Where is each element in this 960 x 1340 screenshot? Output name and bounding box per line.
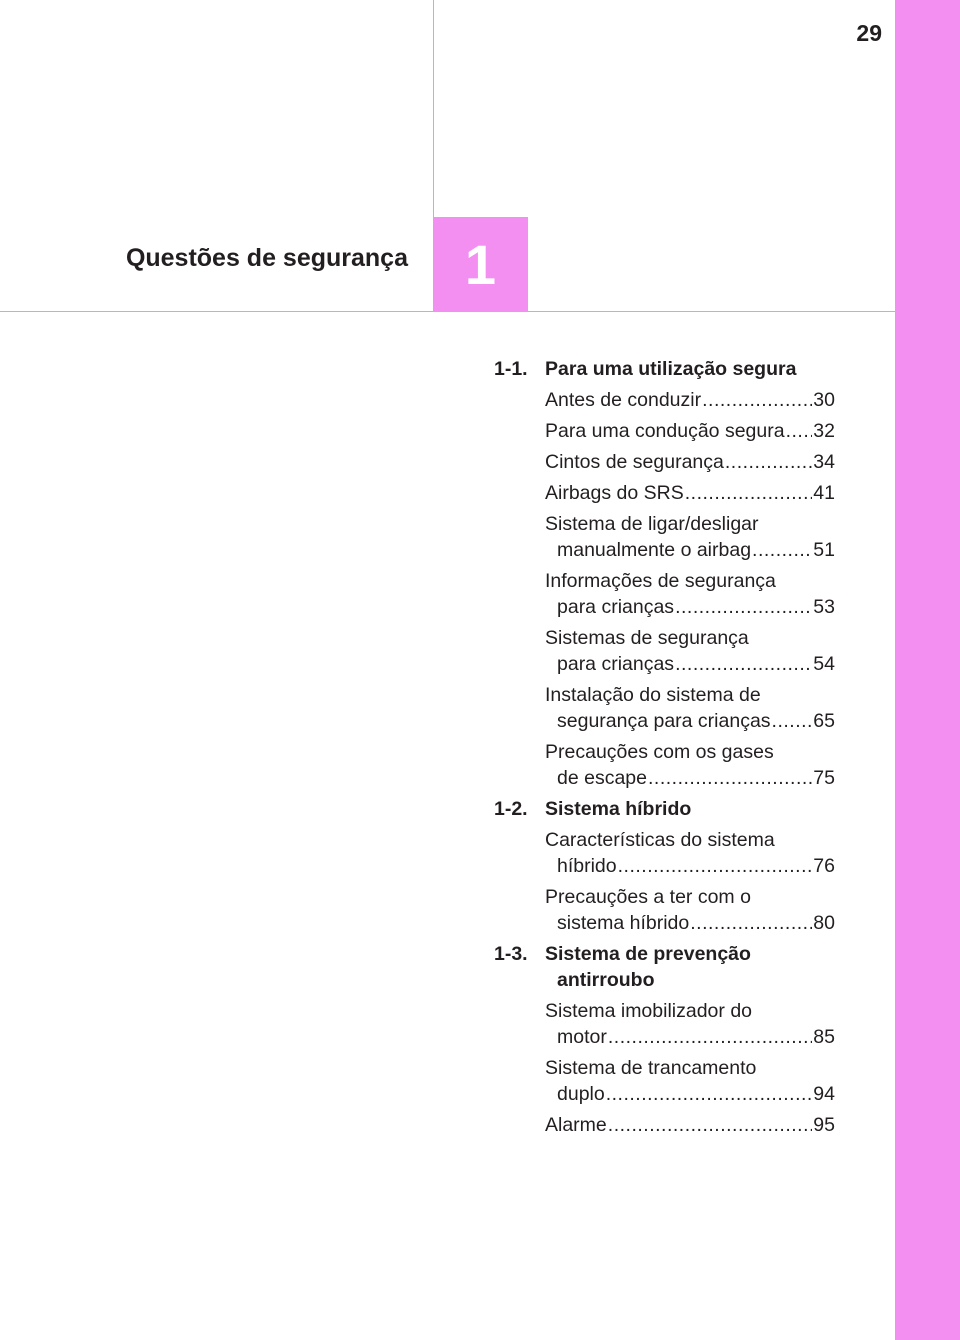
toc-section-heading[interactable] — [494, 796, 835, 822]
entry-title-line: Alarme — [545, 1114, 607, 1136]
entry-leader-row — [545, 708, 835, 734]
entry-title-line: segurança para crianças — [557, 710, 771, 732]
toc-entry[interactable] — [545, 1112, 835, 1138]
entry-title-line: manualmente o airbag — [557, 539, 752, 561]
entry-page-number: 94 — [813, 1083, 835, 1105]
toc-entry[interactable] — [545, 884, 835, 936]
entry-title-line: Sistemas de segurança — [545, 627, 749, 649]
section-title — [545, 941, 835, 993]
dot-leader — [606, 1081, 813, 1107]
toc-entry[interactable] — [545, 625, 835, 677]
toc-entry[interactable] — [545, 511, 835, 563]
entry-title-line: para crianças — [557, 596, 675, 618]
entry-leader-row — [545, 853, 835, 879]
dot-leader — [675, 651, 812, 677]
entry-page-number: 34 — [813, 451, 835, 473]
entry-leader-row — [545, 449, 835, 475]
entry-page-number: 85 — [813, 1026, 835, 1048]
entry-title-line: Cintos de segurança — [545, 451, 724, 473]
entry-page-number: 41 — [813, 482, 835, 504]
section-title-line: Para uma utilização segura — [545, 358, 797, 380]
entry-title-line: Características do sistema — [545, 829, 775, 851]
entry-title-line: Precauções com os gases — [545, 741, 774, 763]
toc-entry[interactable] — [545, 998, 835, 1050]
entry-leader-row — [545, 765, 835, 791]
entry-leader-row — [545, 480, 835, 506]
entry-leader-row — [545, 1112, 835, 1138]
entry-title-line: Informações de segurança — [545, 570, 776, 592]
entry-leader-row — [545, 910, 835, 936]
section-title — [545, 796, 835, 822]
entry-page-number: 54 — [813, 653, 835, 675]
toc-section-heading[interactable] — [494, 941, 835, 993]
chapter-title: Questões de segurança — [125, 244, 408, 272]
toc-entry[interactable] — [545, 387, 835, 413]
dot-leader — [772, 708, 813, 734]
entry-leader-row — [545, 1024, 835, 1050]
dot-leader — [752, 537, 812, 563]
toc-entry[interactable] — [545, 418, 835, 444]
section-number: 1-2. — [494, 798, 528, 820]
entry-title-line: Instalação do sistema de — [545, 684, 761, 706]
section-title-line: antirroubo — [557, 969, 655, 991]
entry-page-number: 75 — [813, 767, 835, 789]
entry-leader-row — [545, 594, 835, 620]
entry-title-line: Para uma condução segura — [545, 420, 785, 442]
dot-leader — [618, 853, 813, 879]
entry-title-line: Antes de conduzir — [545, 389, 702, 411]
dot-leader — [702, 387, 812, 413]
dot-leader — [648, 765, 812, 791]
chapter-number: 1 — [464, 233, 497, 296]
dot-leader — [725, 449, 812, 475]
vertical-divider — [433, 0, 434, 217]
toc-entry[interactable] — [545, 568, 835, 620]
entry-page-number: 76 — [813, 855, 835, 877]
toc-section-heading[interactable] — [494, 356, 835, 382]
entry-page-number: 32 — [813, 420, 835, 442]
entry-page-number: 51 — [813, 539, 835, 561]
toc-entry[interactable] — [545, 739, 835, 791]
toc-entry[interactable] — [545, 1055, 835, 1107]
entry-title-line: Sistema imobilizador do — [545, 1000, 753, 1022]
dot-leader — [608, 1024, 812, 1050]
entry-title-line: Sistema de trancamento — [545, 1057, 757, 1079]
entry-leader-row — [545, 537, 835, 563]
entry-leader-row — [545, 418, 835, 444]
entry-title-line: para crianças — [557, 653, 675, 675]
entry-title-line: de escape — [557, 767, 647, 789]
entry-leader-row — [545, 651, 835, 677]
entry-title-line: duplo — [557, 1083, 605, 1105]
toc-entry[interactable] — [545, 682, 835, 734]
entry-leader-row — [545, 387, 835, 413]
dot-leader — [685, 480, 813, 506]
entry-page-number: 53 — [813, 596, 835, 618]
section-title — [545, 356, 835, 382]
section-number: 1-3. — [494, 943, 528, 965]
entry-title-line: híbrido — [557, 855, 617, 877]
entry-page-number: 95 — [813, 1114, 835, 1136]
section-number: 1-1. — [494, 358, 528, 380]
toc-entry[interactable] — [545, 480, 835, 506]
section-title-line: Sistema híbrido — [545, 798, 692, 820]
entry-title-line: Airbags do SRS — [545, 482, 684, 504]
section-title-line: Sistema de prevenção — [545, 943, 751, 965]
dot-leader — [786, 418, 813, 444]
entry-title-line: Precauções a ter com o — [545, 886, 751, 908]
dot-leader — [690, 910, 812, 936]
toc-entry[interactable] — [545, 449, 835, 475]
dot-leader — [675, 594, 812, 620]
entry-page-number: 80 — [813, 912, 835, 934]
table-of-contents — [494, 356, 835, 1143]
entry-title-line: motor — [557, 1026, 607, 1048]
entry-leader-row — [545, 1081, 835, 1107]
chapter-number-box — [433, 217, 528, 312]
dot-leader — [608, 1112, 813, 1138]
entry-page-number: 65 — [813, 710, 835, 732]
toc-entry[interactable] — [545, 827, 835, 879]
page-number: 29 — [856, 20, 882, 46]
entry-page-number: 30 — [813, 389, 835, 411]
entry-title-line: Sistema de ligar/desligar — [545, 513, 759, 535]
side-thumb-tab — [895, 0, 960, 1340]
entry-title-line: sistema híbrido — [557, 912, 690, 934]
